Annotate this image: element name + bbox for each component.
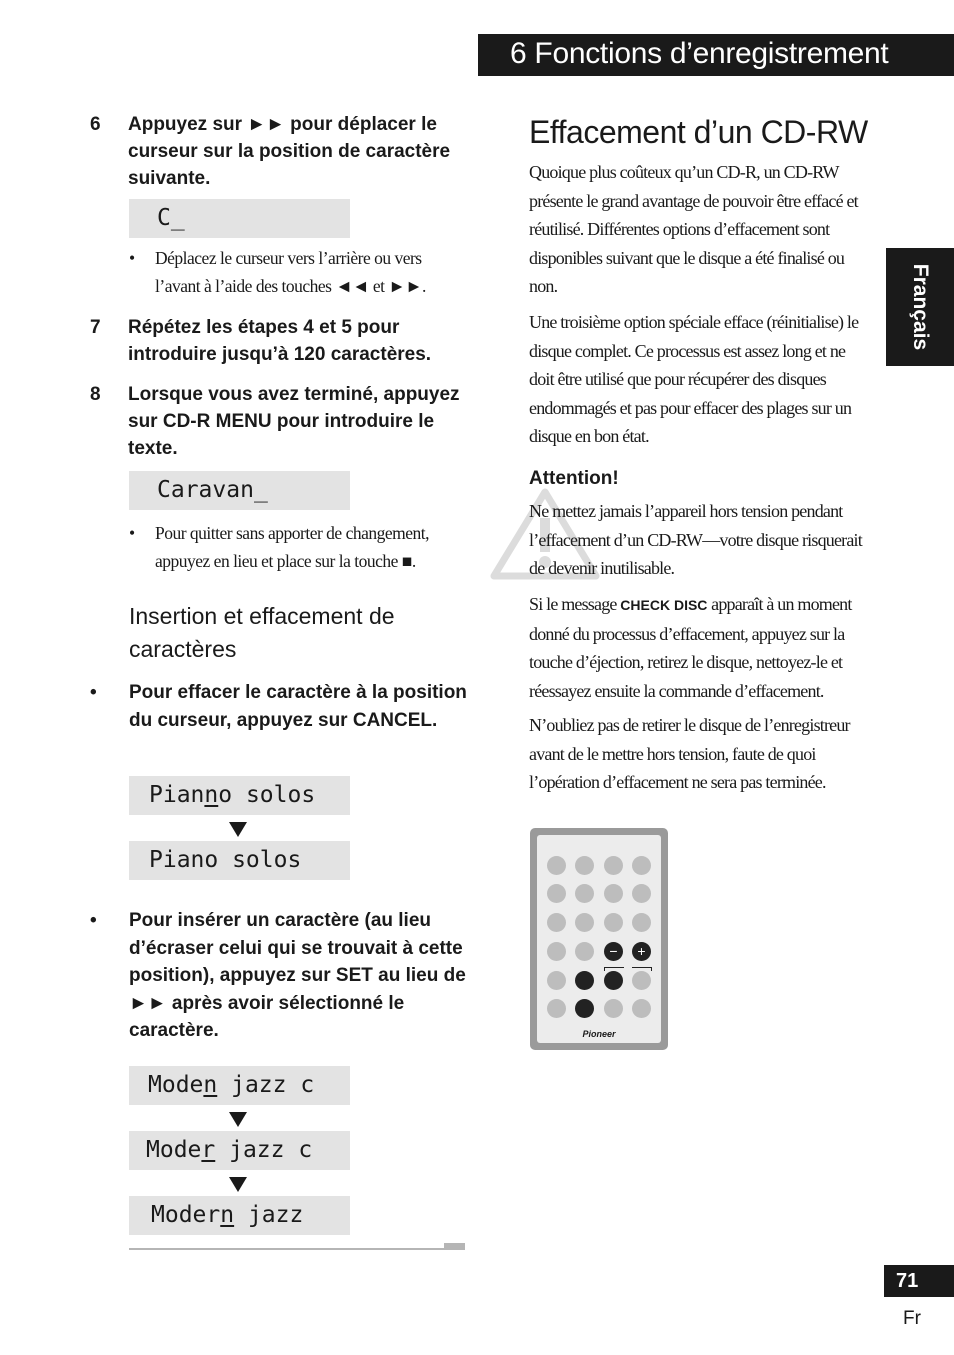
section-end-marker <box>444 1243 465 1250</box>
lcd-display-7 <box>129 1196 350 1235</box>
remote-button-highlighted <box>604 971 623 990</box>
lcd-display-1 <box>129 199 350 238</box>
remote-button <box>604 913 623 932</box>
lcd-cursor-char: r <box>201 1137 216 1163</box>
remote-button <box>575 942 594 961</box>
remote-brand-logo: Pioneer <box>582 1029 616 1039</box>
remote-button <box>604 884 623 903</box>
chapter-title: 6 Fonctions d’enregistrement <box>510 37 889 70</box>
bullet-text: Pour insérer un caractère (au lieu d’écraser celui qui se trouvait à cette position), appuyez sur SET au lieu de ►► après avoir sélectionné le caractère. <box>129 910 466 1041</box>
bullet-text: Pour effacer le caractère à la position du curseur, appuyez sur CANCEL. <box>129 682 467 731</box>
forward-plus-button: + <box>632 942 651 961</box>
rewind-minus-button: − <box>604 942 623 961</box>
attention-text: Ne mettez jamais l’appareil hors tension pendant l’effacement d’un CD-RW—votre disque risquerait de devenir inutilisable. <box>529 501 862 579</box>
paragraph-check-disc <box>529 590 865 705</box>
remote-button <box>575 856 594 875</box>
remote-button <box>632 999 651 1018</box>
lcd-text-before: Moder <box>151 1202 221 1228</box>
lcd-cursor: _ <box>170 205 185 231</box>
lcd-text-after: jazz <box>234 1202 304 1228</box>
down-arrow-icon <box>229 1177 247 1192</box>
bullet: • <box>129 523 135 543</box>
remote-button <box>632 884 651 903</box>
remote-control-illustration <box>530 828 668 1050</box>
section-end-rule <box>129 1248 465 1250</box>
step-number: 6 <box>90 114 101 135</box>
section-subheading: Insertion et effacement de caractères <box>129 603 395 662</box>
language-tab-label: Français <box>909 263 932 351</box>
remote-button <box>547 856 566 875</box>
remote-button <box>547 884 566 903</box>
lcd-cursor-char: n <box>204 782 219 808</box>
remote-button <box>547 999 566 1018</box>
down-arrow-icon <box>229 1112 247 1127</box>
lcd-text-after: jazz c <box>217 1072 315 1098</box>
step-number: 7 <box>90 317 101 338</box>
bullet: • <box>129 248 135 268</box>
lcd-cursor-char: n <box>220 1202 235 1228</box>
lcd-display-4 <box>129 841 350 880</box>
note-text: Déplacez le curseur vers l’arrière ou vers l’avant à l’aide des touches ◄◄ et ►►. <box>155 248 426 296</box>
language-tab <box>886 248 954 366</box>
remote-button <box>547 942 566 961</box>
down-arrow-icon <box>229 822 247 837</box>
note-text: Pour quitter sans apporter de changement, appuyez en lieu et place sur la touche ■. <box>155 523 429 571</box>
text-after-code: apparaît à un moment donné du processus d’effacement, appuyez sur la touche d’éjection, retirez le disque, nettoyez-le et réessayez ensuite la commande d’effacement. <box>529 594 852 701</box>
attention-heading: Attention! <box>529 468 619 489</box>
remote-button <box>632 971 651 990</box>
lcd-display-3 <box>129 776 350 815</box>
remote-button-highlighted <box>575 971 594 990</box>
lcd-text-after: jazz c <box>215 1137 313 1163</box>
remote-face <box>537 835 661 1043</box>
page-language-code: Fr <box>903 1308 921 1329</box>
bullet: • <box>90 682 97 703</box>
step-text: Appuyez sur ►► pour déplacer le curseur sur la position de caractère suivante. <box>128 114 451 189</box>
lcd-text-before: Mode <box>146 1137 202 1163</box>
lcd-text-before: Pian <box>149 782 205 808</box>
lcd-text: C <box>157 205 171 231</box>
page-number: 71 <box>884 1265 954 1297</box>
paragraph-power-off: N’oubliez pas de retirer le disque de l’enregistreur avant de le mettre hors tension, faute de quoi l’opération d’effacement ne sera pas terminée. <box>529 715 850 793</box>
remote-button <box>632 856 651 875</box>
lcd-display-2 <box>129 471 350 510</box>
remote-button <box>547 913 566 932</box>
lcd-text-before: Mode <box>148 1072 204 1098</box>
section-title: Effacement d’un CD-RW <box>529 114 868 150</box>
remote-button <box>575 913 594 932</box>
remote-button <box>547 971 566 990</box>
step-text: Lorsque vous avez terminé, appuyez sur CD-R MENU pour introduire le texte. <box>128 384 460 459</box>
lcd-display-5 <box>129 1066 350 1105</box>
step-number: 8 <box>90 384 101 405</box>
remote-button-highlighted <box>575 999 594 1018</box>
chapter-header-bar <box>478 34 954 76</box>
bullet: • <box>90 910 97 931</box>
lcd-text: Caravan <box>157 477 254 503</box>
lcd-text: Piano solos <box>149 847 302 873</box>
remote-button <box>632 913 651 932</box>
text-before-code: Si le message <box>529 594 617 614</box>
lcd-cursor-char: n <box>203 1072 218 1098</box>
remote-button <box>604 999 623 1018</box>
step-text: Répétez les étapes 4 et 5 pour introduire jusqu’à 120 caractères. <box>128 317 432 365</box>
lcd-display-6 <box>129 1131 350 1170</box>
lcd-text-after: o solos <box>218 782 316 808</box>
lcd-cursor: _ <box>253 477 268 503</box>
remote-button <box>604 856 623 875</box>
paragraph-intro: Quoique plus coûteux qu’un CD-R, un CD-RW présente le grand avantage de pouvoir être effacé et réutilisé. Différentes options d’effacement sont disponibles suivant que le disque a été finalisé ou non. <box>529 162 858 297</box>
paragraph-full-erase: Une troisième option spéciale efface (réinitialise) le disque complet. Ce processus est assez long et ne doit être utilisé que pour récupérer des disques endommagés et pas pour effacer des plages sur un disque en bon état. <box>529 312 859 447</box>
check-disc-message: CHECK DISC <box>620 597 708 613</box>
remote-button <box>575 884 594 903</box>
